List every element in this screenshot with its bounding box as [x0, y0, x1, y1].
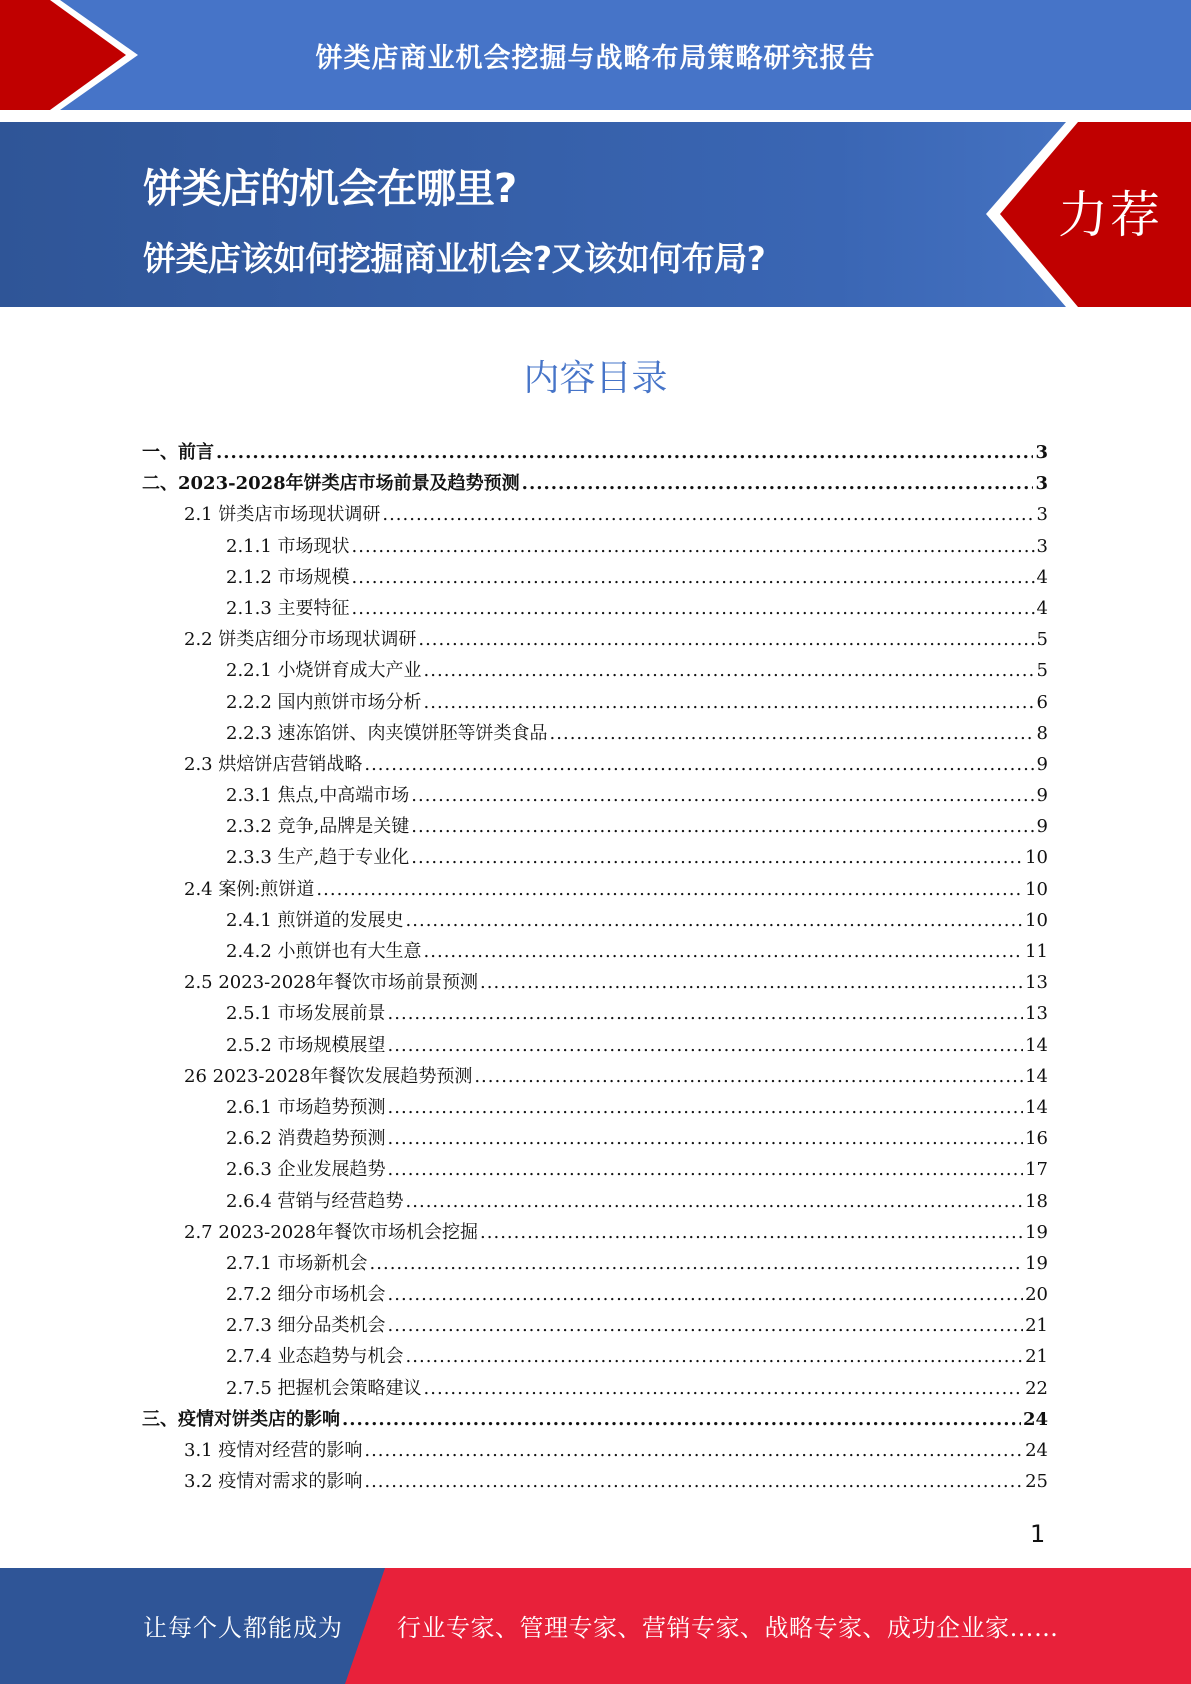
toc-entry-label: 2.1.2 市场规模 [226, 566, 350, 588]
toc-entry-page: 24 [1022, 1408, 1048, 1430]
toc-entry-label: 2.7.3 细分品类机会 [226, 1315, 386, 1337]
toc-entry-page: 14 [1025, 1065, 1048, 1087]
toc-entry-page: 19 [1025, 1252, 1048, 1274]
toc-entry[interactable] [142, 749, 1048, 780]
toc-entry[interactable] [142, 499, 1048, 530]
toc-entry-label: 2.7.4 业态趋势与机会 [226, 1346, 404, 1368]
toc-leader-dots [352, 593, 1035, 624]
toc-entry[interactable] [142, 1154, 1048, 1185]
toc-entry[interactable] [142, 1435, 1048, 1466]
toc-entry-page: 3 [1036, 535, 1048, 557]
toc-entry-page: 3 [1035, 473, 1048, 495]
toc-entry-page: 5 [1036, 629, 1048, 651]
toc-entry[interactable] [142, 1248, 1048, 1279]
toc-entry[interactable] [142, 1404, 1048, 1435]
toc-entry[interactable] [142, 593, 1048, 624]
toc-leader-dots [424, 655, 1035, 686]
toc-entry-page: 20 [1025, 1284, 1048, 1306]
toc-entry-label: 2.6.1 市场趋势预测 [226, 1096, 386, 1118]
toc-entry-page: 19 [1025, 1221, 1048, 1243]
toc-entry-label: 2.6.3 企业发展趋势 [226, 1159, 386, 1181]
toc-entry-label: 2.6.4 营销与经营趋势 [226, 1190, 404, 1212]
toc-entry-page: 10 [1025, 909, 1048, 931]
toc-entry-page: 3 [1036, 504, 1048, 526]
toc-entry[interactable] [142, 811, 1048, 842]
report-title: 饼类店商业机会挖掘与战略布局策略研究报告 [315, 42, 876, 74]
toc-entry[interactable] [142, 1030, 1048, 1061]
toc-title: 内容目录 [523, 358, 668, 399]
toc-entry[interactable] [142, 1217, 1048, 1248]
toc-entry-page: 25 [1025, 1471, 1048, 1493]
toc-entry-label: 2.7.2 细分市场机会 [226, 1284, 386, 1306]
toc-leader-dots [424, 936, 1024, 967]
toc-entry-page: 8 [1036, 722, 1048, 744]
recommend-badge: 力荐 [1058, 186, 1162, 244]
toc-entry-page: 4 [1036, 597, 1048, 619]
toc-leader-dots [480, 1217, 1023, 1248]
toc-entry-label: 2.7 2023-2028年餐饮市场机会挖掘 [184, 1221, 479, 1243]
toc-leader-dots [352, 562, 1035, 593]
toc-entry[interactable] [142, 624, 1048, 655]
toc-entry[interactable] [142, 1373, 1048, 1404]
toc-entry-label: 2.1.1 市场现状 [226, 535, 350, 557]
toc-leader-dots [316, 874, 1023, 905]
toc-entry[interactable] [142, 998, 1048, 1029]
toc-entry[interactable] [142, 718, 1048, 749]
toc-entry-page: 10 [1025, 878, 1048, 900]
toc-entry-label: 2.5 2023-2028年餐饮市场前景预测 [184, 972, 479, 994]
toc-entry-label: 一、前言 [142, 442, 214, 463]
toc-entry[interactable] [142, 1092, 1048, 1123]
headline-question-1: 饼类店的机会在哪里? [143, 166, 517, 212]
toc-entry-label: 2.6.2 消费趋势预测 [226, 1128, 386, 1150]
toc-entry-page: 16 [1025, 1128, 1048, 1150]
toc-entry-label: 2.2.3 速冻馅饼、肉夹馍饼胚等饼类食品 [226, 722, 548, 744]
page-number: 1 [1030, 1520, 1046, 1548]
toc-entry-label: 2.3 烘焙饼店营销战略 [184, 753, 363, 775]
toc-leader-dots [424, 687, 1035, 718]
toc-entry-page: 13 [1025, 972, 1048, 994]
toc-entry[interactable] [142, 1310, 1048, 1341]
toc-entry[interactable] [142, 842, 1048, 873]
toc-leader-dots [424, 1373, 1024, 1404]
toc-entry[interactable] [142, 936, 1048, 967]
toc-leader-dots [406, 1341, 1024, 1372]
toc-leader-dots [388, 1092, 1024, 1123]
toc-entry-page: 21 [1025, 1315, 1048, 1337]
toc-list [142, 437, 1048, 1497]
toc-leader-dots [480, 967, 1023, 998]
toc-entry-label: 二、2023-2028年饼类店市场前景及趋势预测 [142, 473, 520, 495]
toc-entry[interactable] [142, 468, 1048, 499]
toc-entry-label: 3.2 疫情对需求的影响 [184, 1471, 363, 1493]
toc-entry-label: 2.7.5 把握机会策略建议 [226, 1377, 422, 1399]
toc-entry[interactable] [142, 655, 1048, 686]
banner-divider [0, 110, 1191, 122]
toc-entry-label: 2.3.3 生产,趋于专业化 [226, 847, 410, 869]
toc-entry-page: 14 [1025, 1034, 1048, 1056]
toc-leader-dots [522, 468, 1034, 499]
toc-leader-dots [382, 499, 1034, 530]
toc-entry-label: 2.3.2 竞争,品牌是关键 [226, 816, 410, 838]
toc-entry-label: 26 2023-2028年餐饮发展趋势预测 [184, 1065, 473, 1087]
toc-leader-dots [342, 1404, 1021, 1435]
toc-entry-page: 18 [1025, 1190, 1048, 1212]
toc-entry-page: 17 [1025, 1159, 1048, 1181]
toc-leader-dots [406, 905, 1024, 936]
toc-entry[interactable] [142, 437, 1048, 468]
toc-entry-page: 6 [1036, 691, 1048, 713]
toc-leader-dots [364, 1435, 1023, 1466]
toc-leader-dots [216, 437, 1033, 468]
toc-entry[interactable] [142, 687, 1048, 718]
toc-entry-label: 三、疫情对饼类店的影响 [142, 1408, 340, 1430]
toc-entry-label: 2.7.1 市场新机会 [226, 1252, 368, 1274]
toc-entry-label: 2.4.1 煎饼道的发展史 [226, 909, 404, 931]
toc-entry-label: 2.5.1 市场发展前景 [226, 1003, 386, 1025]
toc-entry-label: 2.4.2 小煎饼也有大生意 [226, 941, 422, 962]
toc-entry-label: 2.2 饼类店细分市场现状调研 [184, 629, 417, 651]
toc-entry[interactable] [142, 1466, 1048, 1497]
toc-entry-label: 2.4 案例:煎饼道 [184, 878, 315, 900]
toc-entry[interactable] [142, 780, 1048, 811]
toc-entry[interactable] [142, 905, 1048, 936]
toc-entry[interactable] [142, 1341, 1048, 1372]
toc-leader-dots [411, 842, 1023, 873]
toc-leader-dots [370, 1248, 1024, 1279]
toc-entry-page: 13 [1025, 1003, 1048, 1025]
toc-entry-page: 10 [1025, 847, 1048, 869]
footer-slogan-left: 让每个人都能成为 [143, 1614, 343, 1642]
toc-entry-page: 21 [1025, 1346, 1048, 1368]
toc-entry-page: 4 [1036, 566, 1048, 588]
toc-leader-dots [352, 531, 1035, 562]
toc-leader-dots [418, 624, 1034, 655]
toc-entry-label: 2.2.2 国内煎饼市场分析 [226, 691, 422, 713]
toc-leader-dots [411, 811, 1034, 842]
toc-entry-page: 9 [1036, 753, 1048, 775]
red-chevron-icon [0, 0, 150, 110]
toc-leader-dots [388, 1123, 1024, 1154]
toc-entry-page: 5 [1036, 660, 1048, 682]
toc-leader-dots [411, 780, 1034, 811]
toc-leader-dots [550, 718, 1035, 749]
toc-entry-page: 3 [1035, 442, 1048, 463]
toc-entry[interactable] [142, 874, 1048, 905]
toc-leader-dots [388, 998, 1024, 1029]
report-banner [0, 0, 1191, 110]
toc-entry[interactable] [142, 1061, 1048, 1092]
toc-leader-dots [474, 1061, 1023, 1092]
toc-entry-label: 2.3.1 焦点,中高端市场 [226, 785, 410, 807]
toc-entry-page: 9 [1036, 785, 1048, 807]
toc-leader-dots [388, 1310, 1024, 1341]
toc-entry-label: 3.1 疫情对经营的影响 [184, 1440, 363, 1461]
toc-leader-dots [406, 1186, 1024, 1217]
toc-entry[interactable] [142, 562, 1048, 593]
toc-leader-dots [364, 749, 1034, 780]
toc-leader-dots [388, 1154, 1024, 1185]
toc-leader-dots [388, 1030, 1024, 1061]
toc-entry-page: 24 [1025, 1440, 1048, 1461]
toc-entry-label: 2.2.1 小烧饼育成大产业 [226, 660, 422, 682]
footer-slogan-right: 行业专家、管理专家、营销专家、战略专家、成功企业家…… [397, 1614, 1059, 1642]
toc-entry-label: 2.5.2 市场规模展望 [226, 1034, 386, 1056]
headline-question-2: 饼类店该如何挖掘商业机会?又该如何布局? [143, 239, 766, 278]
toc-leader-dots [364, 1466, 1023, 1497]
toc-entry-page: 9 [1036, 816, 1048, 838]
toc-entry[interactable] [142, 1123, 1048, 1154]
toc-entry-page: 22 [1025, 1377, 1048, 1399]
toc-leader-dots [388, 1279, 1024, 1310]
toc-entry[interactable] [142, 1279, 1048, 1310]
toc-entry[interactable] [142, 1186, 1048, 1217]
toc-entry-label: 2.1.3 主要特征 [226, 597, 350, 619]
toc-entry-label: 2.1 饼类店市场现状调研 [184, 504, 381, 526]
toc-entry[interactable] [142, 967, 1048, 998]
toc-entry-page: 14 [1025, 1096, 1048, 1118]
toc-entry[interactable] [142, 531, 1048, 562]
toc-entry-page: 11 [1025, 941, 1048, 962]
